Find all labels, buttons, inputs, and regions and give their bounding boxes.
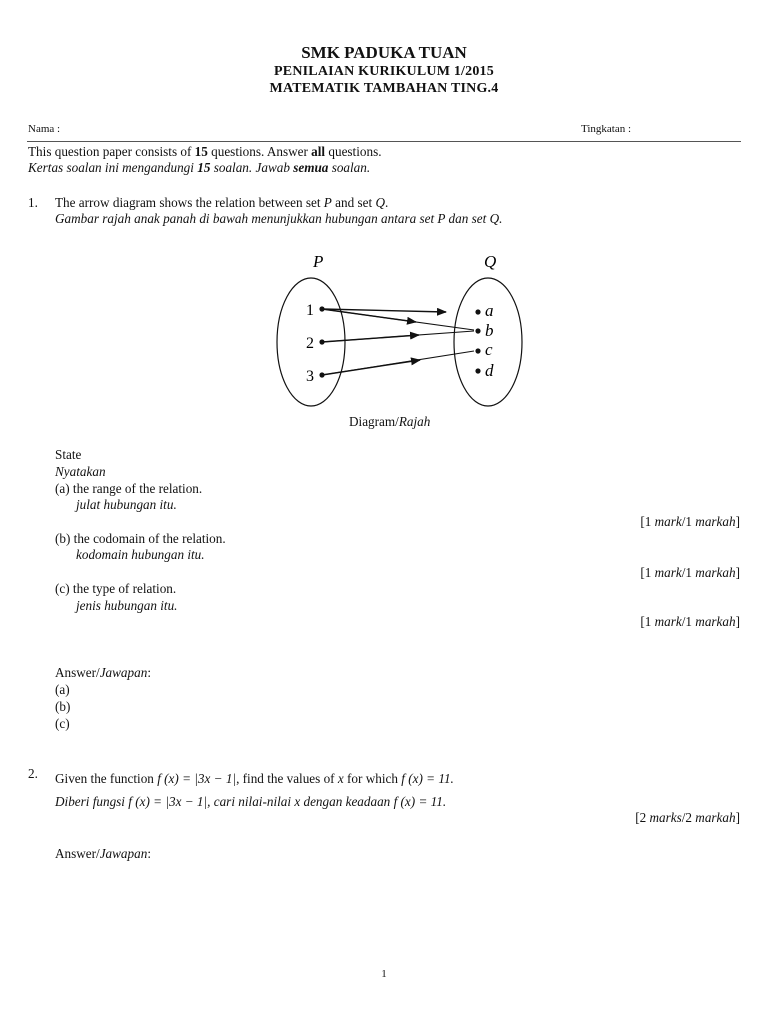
q1-stem-ms: Gambar rajah anak panah di bawah menunjukkan hubungan antara set P dan set Q. (55, 211, 503, 226)
q1-answer-b: (b) (55, 699, 71, 714)
q1-number: 1. (28, 195, 38, 210)
q2-answer-label: Answer/Jawapan: (55, 846, 151, 861)
q1-part-b-en: (b) the codomain of the relation. (55, 531, 226, 546)
arrow-2-to-b-head (322, 335, 419, 342)
q-element-a: a (485, 301, 494, 320)
q1-part-c-ms: jenis hubungan itu. (76, 598, 178, 613)
state-en: State (55, 447, 82, 462)
q1-part-b-marks: [1 mark/1 markah] (640, 565, 740, 580)
state-ms: Nyatakan (55, 464, 106, 479)
subject-title: MATEMATIK TAMBAHAN TING.4 (269, 81, 499, 96)
q1-answer-a: (a) (55, 682, 70, 697)
q2-marks: [2 marks/2 markah] (635, 810, 740, 825)
name-label: Nama : (28, 123, 61, 135)
arrow-diagram (270, 245, 540, 415)
q-dot-b (475, 328, 480, 333)
q1-part-b-ms: kodomain hubungan itu. (76, 547, 205, 562)
q-element-d: d (485, 361, 494, 380)
q1-part-a-marks: [1 mark/1 markah] (640, 514, 740, 529)
instruction-en: This question paper consists of 15 questions. Answer all questions. (28, 144, 382, 159)
p-element-3: 3 (306, 368, 314, 385)
instruction-ms: Kertas soalan ini mengandungi 15 soalan. Jawab semua soalan. (28, 160, 371, 175)
q1-answer-label: Answer/Jawapan: (55, 665, 151, 680)
q-element-c: c (485, 340, 493, 359)
q1-answer-c: (c) (55, 716, 70, 731)
q-dot-d (475, 368, 480, 373)
p-element-2: 2 (306, 335, 314, 352)
set-p-label: P (313, 252, 324, 271)
q-dot-a (475, 309, 480, 314)
school-name: SMK PADUKA TUAN (301, 43, 467, 62)
q1-part-a-ms: julat hubungan itu. (76, 497, 177, 512)
arrow-3-to-c-head (322, 360, 420, 375)
q2-number: 2. (28, 766, 38, 781)
header-rule (27, 141, 741, 142)
page-number: 1 (381, 968, 387, 980)
diagram-caption: Diagram/Rajah (349, 414, 431, 429)
q1-part-c-marks: [1 mark/1 markah] (640, 614, 740, 629)
set-q-label: Q (484, 252, 497, 271)
exam-title: PENILAIAN KURIKULUM 1/2015 (274, 64, 494, 79)
q1-part-a-en: (a) the range of the relation. (55, 481, 203, 496)
form-label: Tingkatan : (581, 123, 632, 135)
q2-line-en: Given the function f (x) = |3x − 1|, find the values of x for which f (x) = 11. (55, 771, 454, 786)
q1-stem-en: The arrow diagram shows the relation between set P and set Q. (55, 195, 389, 210)
q1-part-c-en: (c) the type of relation. (55, 581, 177, 596)
q2-line-ms: Diberi fungsi f (x) = |3x − 1|, cari nilai-nilai x dengan keadaan f (x) = 11. (55, 794, 447, 809)
q-element-b: b (485, 321, 494, 340)
q-dot-c (475, 348, 480, 353)
p-element-1: 1 (306, 302, 314, 319)
